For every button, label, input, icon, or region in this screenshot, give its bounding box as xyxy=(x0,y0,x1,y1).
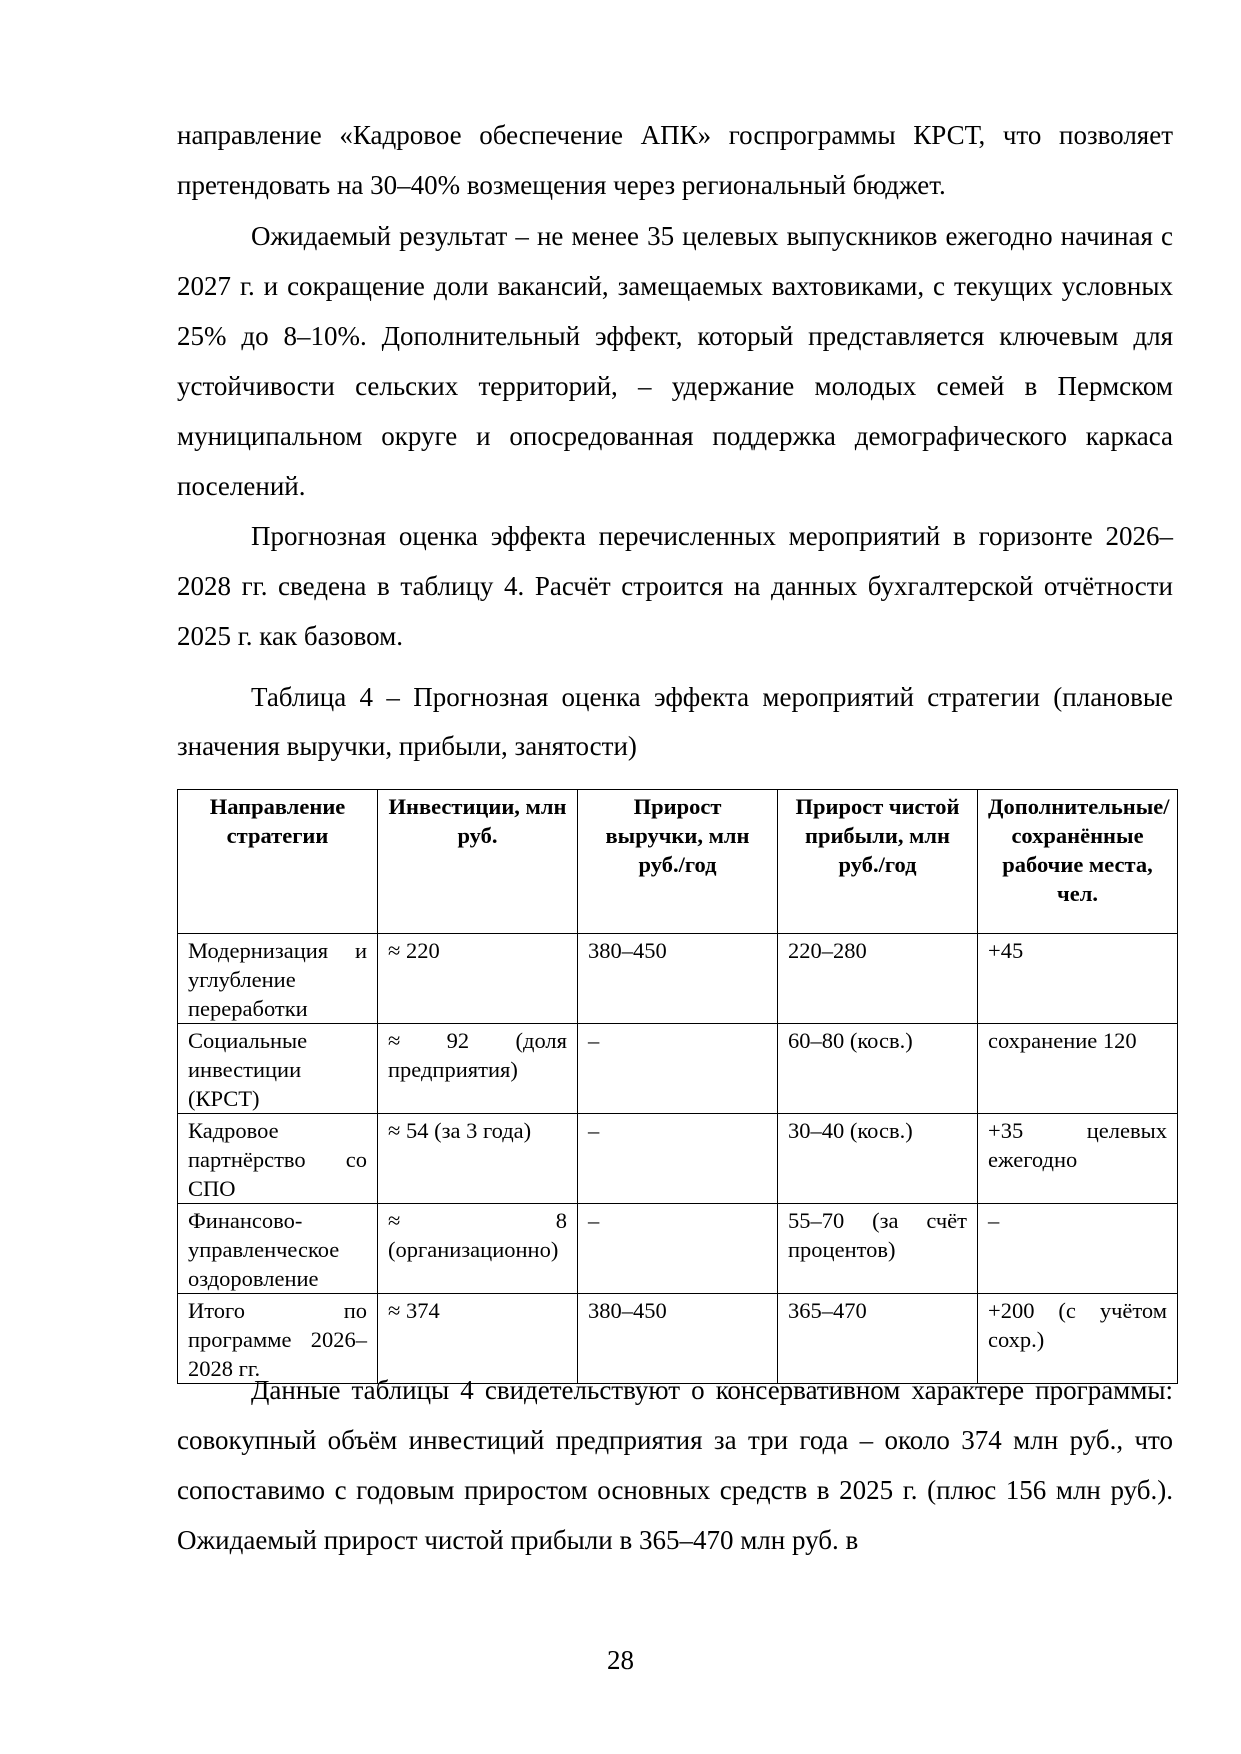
table-cell: Финансово-управленческое оздоровление xyxy=(178,1204,378,1294)
table-cell: – xyxy=(578,1024,778,1114)
table-cell: ≈ 92 (доля предприятия) xyxy=(378,1024,578,1114)
table-row xyxy=(178,1204,1178,1294)
header-jobs: Дополнительные/ сохранённые рабочие места, чел. xyxy=(978,790,1178,934)
table-cell: ≈ 374 xyxy=(378,1294,578,1384)
table-cell: Модернизация и углубление переработки xyxy=(178,934,378,1024)
table-cell: – xyxy=(578,1114,778,1204)
table-cell: 55–70 (за счёт процентов) xyxy=(778,1204,978,1294)
header-net-profit-growth: Прирост чистой прибыли, млн руб./год xyxy=(778,790,978,934)
table-cell: сохранение 120 xyxy=(978,1024,1178,1114)
table-cell: Итого по программе 2026–2028 гг. xyxy=(178,1294,378,1384)
table-cell: 220–280 xyxy=(778,934,978,1024)
table-cell: +35 целевых ежегодно xyxy=(978,1114,1178,1204)
paragraph-forecast-intro: Прогнозная оценка эффекта перечисленных мероприятий в горизонте 2026–2028 гг. сведена в таблицу 4. Расчёт строится на данных бухгалтерской отчётности 2025 г. как базовом. xyxy=(177,521,1173,651)
header-revenue-growth: Прирост выручки, млн руб./год xyxy=(578,790,778,934)
paragraph-table-conclusion: Данные таблицы 4 свидетельствуют о консервативном характере программы: совокупный объём инвестиций предприятия за три года – около 374 млн руб., что сопоставимо с годовым приростом основных средств в 2025 г. (плюс 156 млн руб.). Ожидаемый прирост чистой прибыли в 365–470 млн руб. в xyxy=(177,1375,1173,1555)
table-caption: Таблица 4 – Прогнозная оценка эффекта мероприятий стратегии (плановые значения выручки, прибыли, занятости) xyxy=(177,682,1173,761)
table-cell: – xyxy=(978,1204,1178,1294)
table-header-row xyxy=(178,790,1178,934)
table-cell: ≈ 8 (организационно) xyxy=(378,1204,578,1294)
table-cell: Кадровое партнёрство со СПО xyxy=(178,1114,378,1204)
table-cell: ≈ 220 xyxy=(378,934,578,1024)
table-cell: +45 xyxy=(978,934,1178,1024)
table-row xyxy=(178,934,1178,1024)
table-cell: 365–470 xyxy=(778,1294,978,1384)
table-cell: 380–450 xyxy=(578,1294,778,1384)
header-investments: Инвестиции, млн руб. xyxy=(378,790,578,934)
table-cell: Социальные инвестиции (КРСТ) xyxy=(178,1024,378,1114)
strategy-effect-table xyxy=(177,789,1178,1384)
table-cell: +200 (с учётом сохр.) xyxy=(978,1294,1178,1384)
paragraph-expected-result: Ожидаемый результат – не менее 35 целевых выпускников ежегодно начиная с 2027 г. и сокращение доли вакансий, замещаемых вахтовиками, с текущих условных 25% до 8–10%. Дополнительный эффект, который представляется ключевым для устойчивости сельских территорий, – удержание молодых семей в Пермском муниципальном округе и опосредованная поддержка демографического каркаса поселений. xyxy=(177,221,1173,501)
table-cell: 60–80 (косв.) xyxy=(778,1024,978,1114)
table-cell: ≈ 54 (за 3 года) xyxy=(378,1114,578,1204)
table-row xyxy=(178,1114,1178,1204)
header-direction: Направление стратегии xyxy=(178,790,378,934)
page-number: 28 xyxy=(607,1645,634,1675)
table-cell: – xyxy=(578,1204,778,1294)
table-row xyxy=(178,1024,1178,1114)
table-cell: 380–450 xyxy=(578,934,778,1024)
paragraph-continuation: направление «Кадровое обеспечение АПК» госпрограммы КРСТ, что позволяет претендовать на 30–40% возмещения через региональный бюджет. xyxy=(177,120,1173,200)
table-cell: 30–40 (косв.) xyxy=(778,1114,978,1204)
